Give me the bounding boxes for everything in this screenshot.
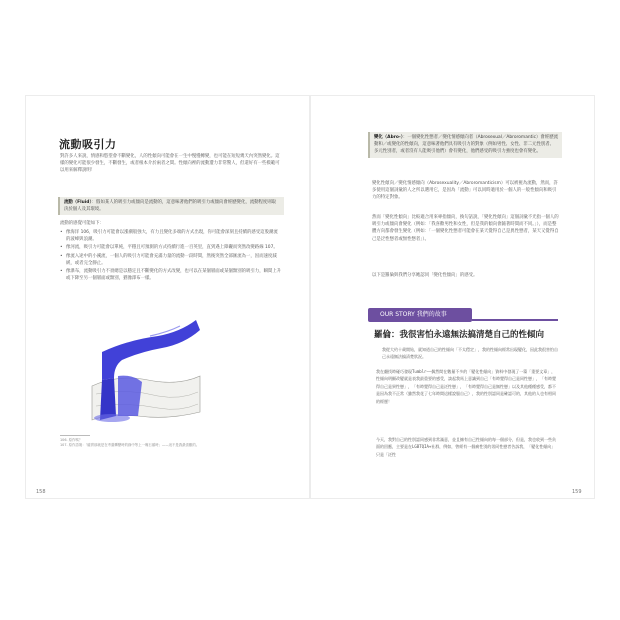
footnote-divider — [60, 435, 90, 436]
definition-box-abro — [368, 132, 562, 158]
section-title: 流動吸引力 — [59, 138, 117, 151]
list-item: • 像流入途中的小溪流，一個人的吸引力可能會充滿力量的流動一段時間，然後突然全部匯流為一，因而速度減緩，或者完全靜止。 — [60, 253, 282, 267]
banner-rule — [472, 319, 558, 321]
left-page — [26, 96, 310, 498]
page-number-left: 158 — [36, 489, 46, 495]
bullet-list — [60, 229, 282, 283]
definition-term: 流動（Fluid） — [64, 200, 92, 205]
footnote-106: 106. 原作嗎？ — [60, 438, 83, 442]
definition-term: 變化（Abro-） — [374, 135, 403, 140]
paragraph-3: 以下是羅倫與我們分享她認同「變化性傾向」的感受。 — [372, 273, 478, 278]
definition-text: ：假如某人的吸引力或傾向是流動的，這意味著他們的吸引力或傾向會經歷變化，流動程度則取決於個人及其環境。 — [64, 200, 277, 213]
banner-tab — [368, 308, 472, 322]
list-item: • 像河流，吸引力可能會以單純，平穩且可預測的方式持續行進一百英里，直到遇上障礙而突然改變路線 107。 — [60, 244, 282, 251]
story-title: 羅倫：我很害怕永遠無法搞清楚自己的性傾向 — [374, 330, 545, 340]
story-paragraph-1: 我從大約十歲開始，就知道自己的性傾向「不太穩定」，我的性傾向經常出現變化，因此我很害怕自己永遠無法搞清楚狀況。 — [382, 347, 558, 360]
right-page — [310, 96, 594, 498]
our-story-banner — [368, 308, 558, 322]
definition-box-fluid — [58, 197, 284, 215]
banner-en: OUR STORY — [380, 311, 415, 318]
paragraph-1: 變化性傾向／變化情感傾向（Abrosexuality／Abroromanticism）可以被視為流動，然而，許多使用這個詞彙的人之所以選用它，是因為「流動」可以同時適用於一個人的一般性傾向和吸引力的特定對象。 — [372, 181, 558, 201]
footnote-107: 107. 原作語境：「確實那就是在考慮轉變時的緣中等上一塊石頭時」——這不是我最喜歡的。 — [60, 443, 200, 448]
paragraph-2: 然而「變化性傾向」比較適合用來專指傾向，換句話說，「變化性傾向」這個詞彙不光指一個人的吸引力或傾向會變化（例如：「我喜歡男性和女性，但是我的傾向會隨著時間而不同。」），而是整體方向都會發生變化（例如：「一個變化性戀者可能會在某天覺得自己是異性戀者，某天又覺得自己是泛性戀者或無性戀者」）。 — [372, 215, 559, 242]
footnotes — [60, 438, 199, 449]
story-paragraph-3: 今天，我對自己的性別認同感到非常滿意，並且擁有自己性傾向的每一個部分，但是，我也收到一些負面的回應，主要是在LGBTQIA+社群，例如，曾經有一個痛性別的男同性戀者告訴我，「變化性傾向」只是「泛性 — [376, 437, 556, 457]
list-item: • 像瀑布，流動吸引力不須總是以穩定且不斷變化的方式改變，也可以在某個層面或某個類別的吸引力，瞬間上升或下降至另一個層面或類別，猶豫澤布一樣。 — [60, 268, 282, 282]
waterfall-illustration — [88, 316, 204, 426]
intro-paragraph: 對許多人來說，情感和慾望會不斷變化，人的性傾向可能會在一生中慢慢轉變，也可能在短短幾天內突然變化。這樣的變化可能很少發生，不斷發生，或者根本介於兩者之間。性傾向裡的流動遭力非常驚人，但還好有一些模範可以用來解釋說明！ — [60, 154, 280, 174]
definition-text: ：一個變化性戀者／變化情感傾向者（Abrosexual／Abroromantic）會經歷流動和／或變化的性傾向，這意味著他們具有吸引力的對象（例如男性、女性、非二元性別者、多元性別者，或者沒有人能吸引他們）會有變化，他們感受的吸引力強度也會有變化。 — [374, 135, 558, 155]
bullets-intro: 流動的感覺可能如下： — [60, 221, 104, 226]
book-spread — [26, 96, 594, 498]
list-item: • 像海洋 106，吸引力可能會以漲潮般強大，有力且變化多端的方式出現，你可能會深刻且持續的感受這股潮流的波峰與浪潮。 — [60, 229, 282, 243]
banner-zh: 我們的故事 — [416, 311, 447, 318]
page-number-right: 159 — [572, 489, 582, 495]
story-paragraph-2: 我在翻找時碰巧發現Tumblr——偶然間在數量不多的「變化性傾向」資料中發現了一篇「重要文章」，性傾向明顯改變就是表我最重要的感受，談起我馬上意識到自己「有時覺得自己是同性戀」，「有時覺得自己是異性戀」，「有時覺得自己是泛性戀」，「有時覺得自己是無性戀」以及其他種種感受，都不是因為我不正常（雖然我花了七年時間這樣說服自己），我的性別認同是確認可的，其他的人也有相同的經歷！ — [376, 369, 556, 404]
